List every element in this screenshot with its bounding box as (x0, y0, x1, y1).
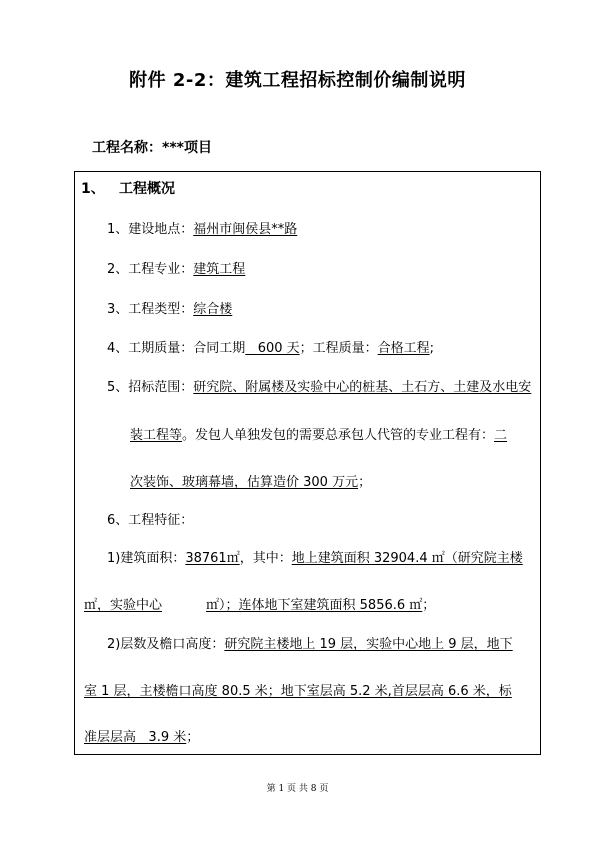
item-scope-line3: 次装饰、玻璃幕墙，估算造价 300 万元； (130, 475, 372, 490)
document-title: 附件 2-2：建筑工程招标控制价编制说明 (129, 70, 466, 91)
page-footer: 第 1 页 共 8 页 (266, 784, 329, 794)
floors-line3: 准层层高 3.9 米； (84, 730, 200, 745)
schedule-label: 4、工期质量：合同工期 (107, 341, 246, 356)
item-scope-line1 (107, 376, 531, 395)
item-location-value: 福州市闽侯县**路 (193, 222, 298, 237)
section-heading (81, 178, 175, 198)
item-specialty-label: 2、工程专业： (107, 262, 194, 277)
item-location (107, 218, 297, 237)
floors-line2: 室 1 层，主楼檐口高度 80.5 米；地下室层高 5.2 米,首层层高 6.6 米，标 (84, 684, 512, 699)
area-line1: 1)建筑面积：38761㎡，其中：地上建筑面积 32904.4 ㎡（研究院主楼 (107, 551, 523, 566)
item-scope-line2: 装工程等。发包人单独发包的需要总承包人代管的专业工程有：二 (130, 428, 508, 443)
item-specialty (107, 258, 245, 277)
scope-text-1: 研究院、附属楼及实验中心的桩基、土石方、土建及水电安 (193, 380, 532, 395)
section-number: 1、 (81, 181, 105, 197)
scope-label: 5、招标范围： (107, 380, 194, 395)
item-specialty-value: 建筑工程 (193, 262, 246, 277)
item-type-label: 3、工程类型： (107, 302, 194, 317)
floors-line1: 2)层数及檐口高度：研究院主楼地上 19 层，实验中心地上 9 层，地下 (107, 637, 513, 652)
item-location-label: 1、建设地点： (107, 222, 194, 237)
quality-label: ；工程质量： (299, 341, 378, 356)
project-name: 工程名称：***项目 (92, 140, 212, 156)
item-features: 6、工程特征： (107, 513, 194, 528)
schedule-value: 600 天 (257, 341, 300, 356)
item-schedule-quality: 4、工期质量：合同工期 600 天；工程质量：合格工程; (107, 341, 435, 356)
item-type-value: 综合楼 (193, 302, 233, 317)
area-line2: ㎡，实验中心 ㎡）；连体地下室建筑面积 5856.6 ㎡； (84, 598, 436, 613)
quality-value: 合格工程 (377, 341, 430, 356)
total-area: 38761㎡ (185, 551, 240, 566)
section-label: 工程概况 (119, 181, 175, 197)
item-type (107, 298, 232, 317)
